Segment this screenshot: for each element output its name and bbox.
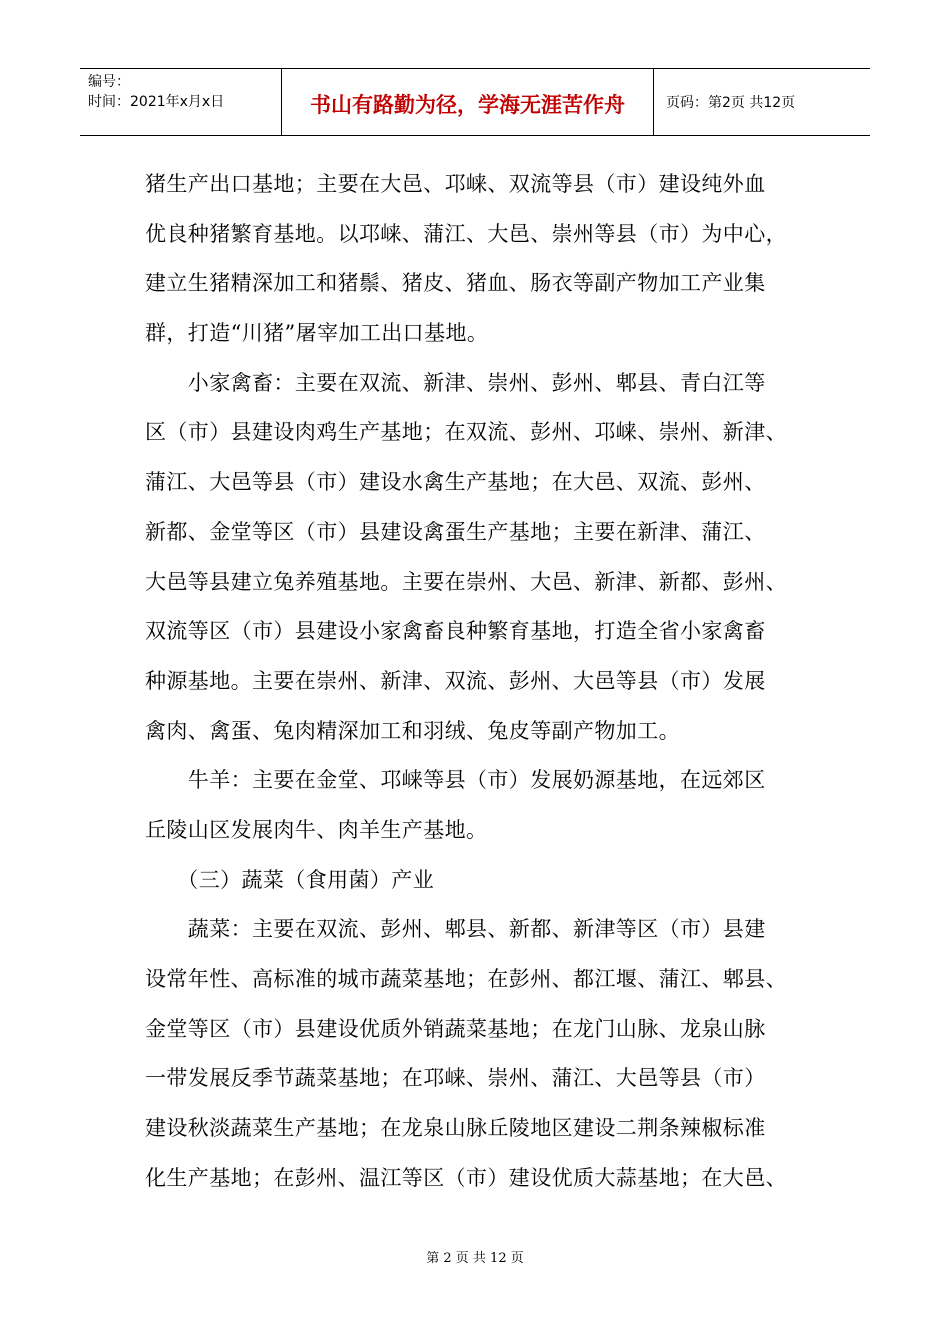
- text-line: 双流等区（市）县建设小家禽畜良种繁育基地，打造全省小家禽畜: [145, 619, 766, 644]
- page-footer: 第 2 页 共 12 页: [426, 1251, 524, 1266]
- text-line: 一带发展反季节蔬菜基地；在邛崃、崇州、蒲江、大邑等县（市）: [145, 1066, 766, 1091]
- text-line: 小家禽畜：主要在双流、新津、崇州、彭州、郫县、青白江等: [145, 370, 766, 395]
- text-line: 金堂等区（市）县建设优质外销蔬菜基地；在龙门山脉、龙泉山脉: [145, 1016, 766, 1041]
- document-body: [145, 160, 825, 1203]
- text-line: 禽肉、禽蛋、兔肉精深加工和羽绒、兔皮等副产物加工。: [145, 718, 680, 743]
- text-line: 蔬菜：主要在双流、彭州、郫县、新都、新津等区（市）县建: [145, 917, 766, 942]
- text-line: 建设秋淡蔬菜生产基地；在龙泉山脉丘陵地区建设二荆条辣椒标准: [145, 1116, 766, 1141]
- text-line: 丘陵山区发展肉牛、肉羊生产基地。: [145, 817, 488, 842]
- text-line: 蒲江、大邑等县（市）建设水禽生产基地；在大邑、双流、彭州、: [145, 470, 766, 495]
- section-heading: （三）蔬菜（食用菌）产业: [145, 867, 435, 892]
- header-left-cell: [80, 69, 282, 135]
- text-line: 猪生产出口基地；主要在大邑、邛崃、双流等县（市）建设纯外血: [145, 172, 766, 196]
- text-line: 大邑等县建立兔养殖基地。主要在崇州、大邑、新津、新都、彭州、: [145, 569, 787, 594]
- text-line: 群，打造“川猪”屠宰加工出口基地。: [145, 321, 489, 346]
- text-line: 种源基地。主要在崇州、新津、双流、彭州、大邑等县（市）发展: [145, 668, 766, 693]
- header-motto: 书山有路勤为径，学海无涯苦作舟: [310, 93, 625, 117]
- text-line: 设常年性、高标准的城市蔬菜基地；在彭州、都江堰、蒲江、郫县、: [145, 967, 787, 991]
- page-info: 页码：第2页 共12页: [666, 95, 796, 111]
- text-line: 区（市）县建设肉鸡生产基地；在双流、彭州、邛崃、崇州、新津、: [145, 420, 787, 445]
- header-motto-cell: [282, 69, 654, 135]
- time-label: 时间：2021年x月x日: [88, 94, 225, 110]
- text-line: 优良种猪繁育基地。以邛崃、蒲江、大邑、崇州等县（市）为中心，: [145, 221, 787, 246]
- text-line: 化生产基地；在彭州、温江等区（市）建设优质大蒜基地；在大邑、: [145, 1165, 787, 1190]
- text-line: 牛羊：主要在金堂、邛崃等县（市）发展奶源基地，在远郊区: [145, 768, 766, 793]
- text-line: 新都、金堂等区（市）县建设禽蛋生产基地；主要在新津、蒲江、: [145, 519, 766, 544]
- serial-label: 编号：: [88, 74, 130, 90]
- page-header: [80, 68, 870, 136]
- text-line: 建立生猪精深加工和猪鬃、猪皮、猪血、肠衣等副产物加工产业集: [145, 271, 766, 296]
- header-right-cell: [654, 69, 870, 135]
